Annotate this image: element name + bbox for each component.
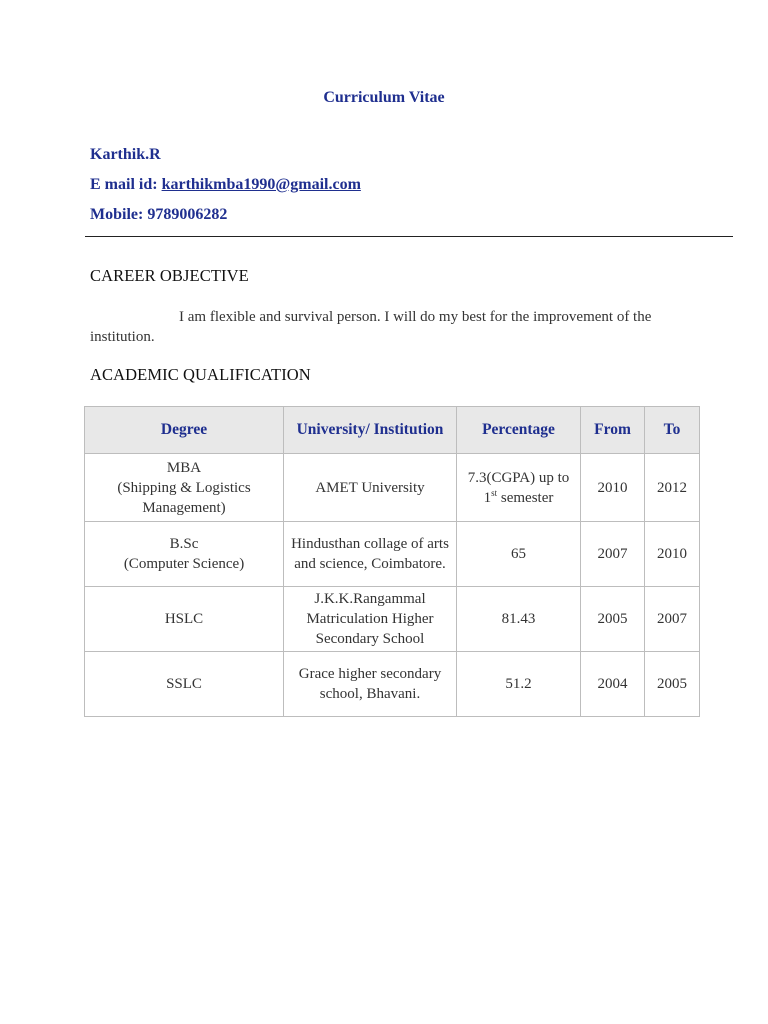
column-header-from: From [581,407,645,454]
percentage-value: 7.3(CGPA) up to 1 [467,469,570,506]
from-year-cell: 2005 [581,587,645,652]
column-header-to: To [645,407,700,454]
table-header-row [85,407,700,454]
percentage-cell [457,454,581,522]
degree-cell [85,652,284,717]
mobile-label: Mobile: [90,206,144,223]
institution-cell: Hindusthan collage of arts and science, Coimbatore. [284,522,457,587]
degree-cell [85,587,284,652]
degree-cell [85,522,284,587]
to-year-cell: 2005 [645,652,700,717]
percentage-cell: 81.43 [457,587,581,652]
degree-name: MBA [166,459,202,476]
ordinal-suffix: st [491,487,498,498]
institution-cell: Grace higher secondary school, Bhavani. [284,652,457,717]
to-year-cell: 2007 [645,587,700,652]
table-row [85,652,700,717]
to-year-cell: 2012 [645,454,700,522]
degree-specialization: (Computer Science) [123,556,245,572]
column-header-percentage: Percentage [457,407,581,454]
email-line [90,176,361,194]
table-row [85,454,700,522]
column-header-degree: Degree [85,407,284,454]
mobile-number: 9789006282 [147,206,228,223]
degree-name: SSLC [166,676,202,692]
degree-name: B.Sc [169,536,199,552]
table-row [85,587,700,652]
header-divider [85,236,733,237]
academic-qualification-table [84,406,700,717]
career-objective-body: I am flexible and survival person. I will do my best for the improvement of the institution. [90,309,652,345]
candidate-name: Karthik.R [90,146,161,163]
from-year-cell: 2004 [581,652,645,717]
email-label: E mail id: [90,176,158,193]
degree-specialization: (Shipping & Logistics Management) [117,479,251,516]
percentage-cell: 65 [457,522,581,587]
career-objective-heading: CAREER OBJECTIVE [90,266,249,285]
academic-qualification-heading: ACADEMIC QUALIFICATION [90,365,311,384]
column-header-institution: University/ Institution [284,407,457,454]
institution-cell: AMET University [284,454,457,522]
from-year-cell: 2007 [581,522,645,587]
table-row [85,522,700,587]
institution-cell: J.K.K.Rangammal Matriculation Higher Secondary School [284,587,457,652]
degree-name: HSLC [164,611,204,627]
from-year-cell: 2010 [581,454,645,522]
cv-title: Curriculum Vitae [323,89,445,106]
percentage-cell: 51.2 [457,652,581,717]
degree-cell [85,454,284,522]
percentage-suffix: semester [497,489,554,506]
mobile-line [90,206,227,224]
email-link[interactable]: karthikmba1990@gmail.com [161,176,361,193]
career-objective-text [90,307,690,347]
to-year-cell: 2010 [645,522,700,587]
